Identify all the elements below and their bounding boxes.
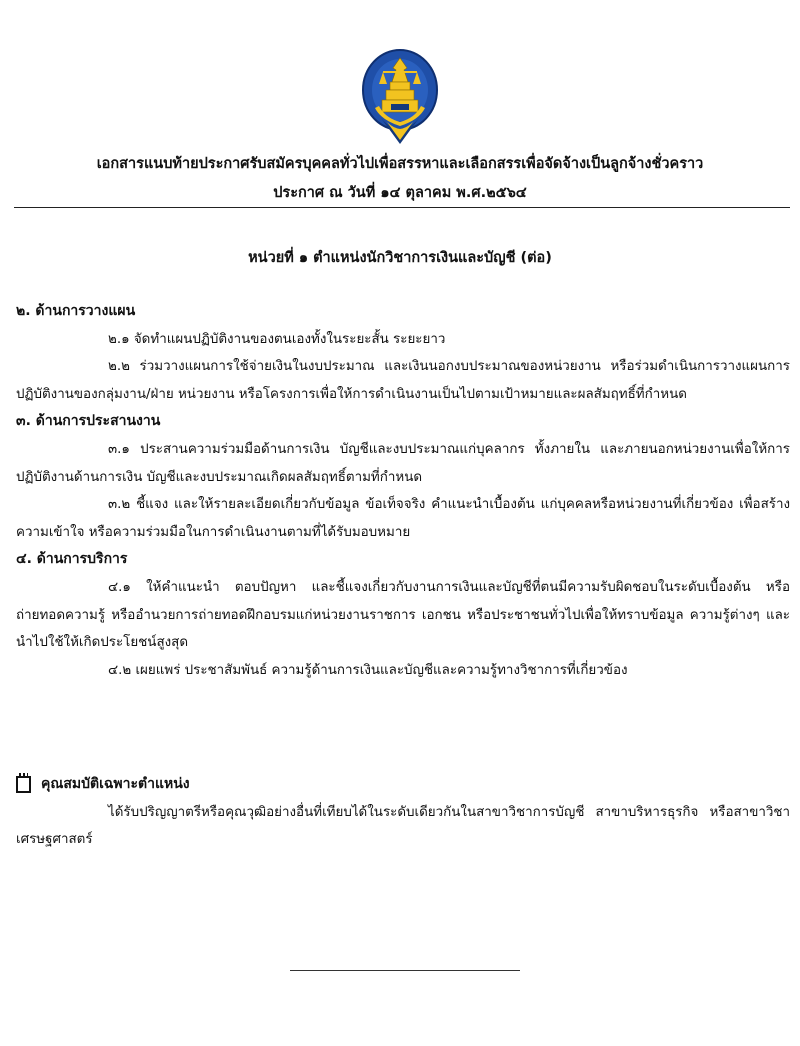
notepad-icon [16,776,31,793]
list-item: ๒.๒ ร่วมวางแผนการใช้จ่ายเงินในงบประมาณ และเงินนอกงบประมาณของหน่วยงาน หรือร่วมดำเนินการวางแผนการปฏิบัติงานของกลุ่มงาน/ฝ่าย หน่วยงาน หรือโครงการเพื่อให้การดำเนินงานเป็นไปตามเป้าหมายและผลสัมฤทธิ์ที่กำหนด [16,359,790,402]
qualification-heading-text: คุณสมบัติเฉพาะตำแหน่ง [41,776,190,792]
qualification-text: ได้รับปริญญาตรีหรือคุณวุฒิอย่างอื่นที่เทียบได้ในระดับเดียวกันในสาขาวิชาการบัญชี สาขาบริหารธุรกิจ หรือสาขาวิชาเศรษฐศาสตร์ [16,804,790,848]
list-item: ๓.๑ ประสานความร่วมมือด้านการเงิน บัญชีและงบประมาณแก่บุคลากร ทั้งภายใน และภายนอกหน่วยงานเพื่อให้การปฏิบัติงานด้านการเงิน บัญชีและงบประมาณเกิดผลสัมฤทธิ์ตามที่กำหนด [16,441,790,485]
department-seal-logo [361,48,439,146]
header-divider [14,207,790,208]
qualification-heading [16,771,790,799]
list-item: ๔.๑ ให้คำแนะนำ ตอบปัญหา และชี้แจงเกี่ยวกับงานการเงินและบัญชีที่ตนมีความรับผิดชอบในระดับเบื้องต้น หรือถ่ายทอดความรู้ หรืออำนวยการถ่ายทอดฝึกอบรมแก่หน่วยงานราชการ เอกชน หรือประชาชนทั่วไปเพื่อให้ทราบข้อมูล ความรู้ต่างๆ และนำไปใช้ให้เกิดประโยชน์สูงสุด [16,579,790,651]
announcement-date: ประกาศ ณ วันที่ ๑๔ ตุลาคม พ.ศ.๒๕๖๔ [273,185,527,201]
document-title: เอกสารแนบท้ายประกาศรับสมัครบุคคลทั่วไปเพื่อสรรหาและเลือกสรรเพื่อจัดจ้างเป็นลูกจ้างชั่วคราว [96,156,704,172]
list-item: ๓.๒ ชี้แจง และให้รายละเอียดเกี่ยวกับข้อมูล ข้อเท็จจริง คำแนะนำเบื้องต้น แก่บุคคลหรือหน่วยงานที่เกี่ยวข้อง เพื่อสร้างความเข้าใจ หรือความร่วมมือในการดำเนินงานตามที่ได้รับมอบหมาย [16,497,790,540]
section-heading-service: ๔. ด้านการบริการ [16,551,128,568]
list-item: ๔.๒ เผยแพร่ ประชาสัมพันธ์ ความรู้ด้านการเงินและบัญชีและความรู้ทางวิชาการที่เกี่ยวข้อง [108,662,628,678]
duties-body [16,298,790,684]
signature-line [290,970,520,971]
unit-title: หน่วยที่ ๑ ตำแหน่งนักวิชาการเงินและบัญชี (ต่อ) [248,250,552,266]
qualification-section [16,771,790,854]
list-item: ๒.๑ จัดทำแผนปฏิบัติงานของตนเองทั้งในระยะสั้น ระยะยาว [108,331,446,347]
section-heading-planning: ๒. ด้านการวางแผน [16,303,136,319]
section-heading-coordination: ๓. ด้านการประสานงาน [16,413,161,430]
